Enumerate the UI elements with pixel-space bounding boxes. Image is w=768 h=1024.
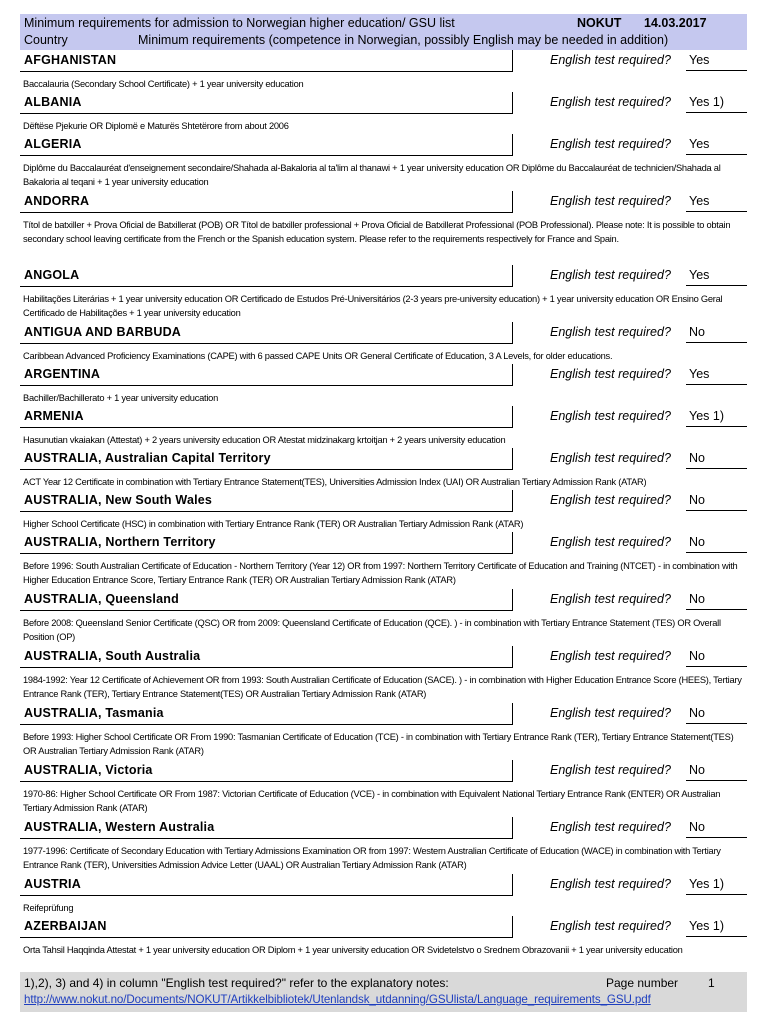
country-entry (20, 760, 747, 816)
country-name-cell (20, 916, 513, 938)
country-entry-header (20, 134, 747, 157)
country-name-cell (20, 589, 513, 611)
country-name-cell (20, 760, 513, 782)
page-number-label: Page number (606, 976, 679, 990)
minimum-requirement-text: Caribbean Advanced Proficiency Examinations (CAPE) with 6 passed CAPE Units OR General Certificate of Education, 3 A Levels, for older educations. (23, 351, 613, 361)
country-name: AUSTRALIA, Western Australia (24, 820, 215, 834)
country-entry-header (20, 322, 747, 345)
country-entry (20, 448, 747, 489)
country-name-cell (20, 874, 513, 896)
country-entry-header (20, 490, 747, 513)
minimum-requirement-text: Diplôme du Baccalauréat d'enseignement secondaire/Shahada al-Bakaloria al ta'lim al thanawi + 1 year university education OR Diplôme du Baccalauréat de technicien/Shahada al Bakaloria al teqani + 1 year university education (23, 163, 721, 187)
country-list (20, 50, 747, 955)
minimum-requirement-text: Hasunutian vkaiakan (Attestat) + 2 years university education OR Atestat midzinakarg krtoitjan + 2 years university education (23, 435, 506, 445)
english-test-question: English test required? (550, 592, 671, 606)
organization-name: NOKUT (577, 16, 622, 30)
english-test-question: English test required? (550, 919, 671, 933)
english-test-question: English test required? (550, 409, 671, 423)
english-test-answer: No (686, 535, 747, 553)
english-test-answer: Yes (686, 53, 747, 71)
english-test-question: English test required? (550, 535, 671, 549)
country-entry (20, 646, 747, 702)
english-test-question: English test required? (550, 325, 671, 339)
english-test-answer: Yes 1) (686, 409, 747, 427)
country-entry (20, 50, 747, 91)
country-entry (20, 490, 747, 531)
country-entry-header (20, 265, 747, 288)
country-entry-header (20, 50, 747, 73)
minimum-requirement-text: Habilitações Literárias + 1 year university education OR Certificado de Estudos Pré-Universitários (2-3 years pre-university education) + 1 year university education OR Ensino Geral Certificado de Habilitações + 1 year university education (23, 294, 723, 318)
country-entry-header (20, 364, 747, 387)
country-name: ARMENIA (24, 409, 84, 423)
country-name-cell (20, 265, 513, 287)
country-name: AUSTRALIA, Tasmania (24, 706, 164, 720)
country-name: AUSTRALIA, Australian Capital Territory (24, 451, 271, 465)
english-test-answer: No (686, 592, 747, 610)
minimum-requirement-text: ACT Year 12 Certificate in combination with Tertiary Entrance Statement(TES), Universities Admission Index (UAI) OR Australian Tertiary Admission Rank (ATAR) (23, 477, 647, 487)
english-test-question: English test required? (550, 820, 671, 834)
minimum-requirement-text: 1984-1992: Year 12 Certificate of Achievement OR from 1993: South Australian Certificate of Education (SACE). ) - in combination with Higher Education Entrance Score (HEES), Tertiary Entrance Rank (TER), Tertiary Entrance Statement(TES) OR Australian Tertiary Admission Rank (ATAR) (23, 675, 742, 699)
country-name-cell (20, 646, 513, 668)
minimum-requirement-text: Bachiller/Bachillerato + 1 year university education (23, 393, 218, 403)
document-header (20, 14, 747, 50)
english-test-answer: Yes 1) (686, 919, 747, 937)
english-test-question: English test required? (550, 95, 671, 109)
minimum-requirement-text: Higher School Certificate (HSC) in combination with Tertiary Entrance Rank (TER) OR Australian Tertiary Admission Rank (ATAR) (23, 519, 524, 529)
country-name-cell (20, 406, 513, 428)
minimum-requirement-text: 1977-1996: Certificate of Secondary Education with Tertiary Admissions Examination OR from 1997: Western Australian Certificate of Education (WACE) in combination with Tertiary Entrance Rank (TER), Universities Admission Advice Letter (UAAL) OR Australian Tertiary Admission Rank (ATAR) (23, 846, 721, 870)
english-test-question: English test required? (550, 367, 671, 381)
minimum-requirement-text: Baccalauria (Secondary School Certificate) + 1 year university education (23, 79, 304, 89)
country-entry-header (20, 448, 747, 471)
country-name: ALGERIA (24, 137, 82, 151)
english-test-answer: No (686, 820, 747, 838)
country-entry-header (20, 406, 747, 429)
country-entry (20, 322, 747, 363)
country-entry-header (20, 916, 747, 939)
minimum-requirement-text: Títol de batxiller + Prova Oficial de Batxillerat (POB) OR Títol de batxiller professional + Prova Oficial de Batxillerat Professional (POB Professional). Please note: It is possible to obtain secondary school leaving certificate from the French or the Spanish education system. Please refer to the requirements respectively for France and Spain. (23, 220, 731, 244)
country-name-cell (20, 703, 513, 725)
country-name: AUSTRIA (24, 877, 81, 891)
english-test-answer: No (686, 325, 747, 343)
english-test-answer: No (686, 763, 747, 781)
explanatory-notes-link[interactable]: http://www.nokut.no/Documents/NOKUT/Artikkelbibliotek/Utenlandsk_utdanning/GSUlista/Language_requirements_GSU.pdf (24, 993, 651, 1006)
country-name: AUSTRALIA, South Australia (24, 649, 201, 663)
english-test-question: English test required? (550, 194, 671, 208)
country-name: AFGHANISTAN (24, 53, 117, 67)
country-entry-header (20, 191, 747, 214)
country-entry-header (20, 874, 747, 897)
document-title: Minimum requirements for admission to Norwegian higher education/ GSU list (24, 16, 455, 30)
country-entry (20, 874, 747, 915)
english-test-question: English test required? (550, 493, 671, 507)
minimum-requirement-text: Before 2008: Queensland Senior Certificate (QSC) OR from 2009: Queensland Certificate of Education (QCE). ) - in combination with Tertiary Entrance Statement (TES) OR Overall Position (OP) (23, 618, 721, 642)
english-test-question: English test required? (550, 706, 671, 720)
english-test-answer: Yes (686, 367, 747, 385)
country-name: ARGENTINA (24, 367, 101, 381)
country-name-cell (20, 134, 513, 156)
country-name: AUSTRALIA, Northern Territory (24, 535, 216, 549)
minimum-requirement-text: Reifeprüfung (23, 903, 74, 913)
english-test-question: English test required? (550, 53, 671, 67)
page-number: 1 (708, 976, 715, 990)
country-entry (20, 406, 747, 447)
country-name-cell (20, 364, 513, 386)
country-entry (20, 817, 747, 873)
country-entry (20, 92, 747, 133)
minimum-requirement-text: Before 1996: South Australian Certificate of Education - Northern Territory (Year 12) OR from 1997: Northern Territory Certificate of Education and Training (NTCET) - in combination with Higher Education Entrance Score, Tertiary Entrance Rank (TER) OR Australian Tertiary Admission Rank (ATAR) (23, 561, 738, 585)
country-name-cell (20, 322, 513, 344)
english-test-question: English test required? (550, 649, 671, 663)
country-column-label: Country (24, 33, 68, 47)
country-entry (20, 191, 747, 264)
document-date: 14.03.2017 (644, 16, 707, 30)
english-test-answer: No (686, 493, 747, 511)
country-name: AUSTRALIA, New South Wales (24, 493, 213, 507)
country-entry-header (20, 817, 747, 840)
english-test-answer: No (686, 451, 747, 469)
english-test-question: English test required? (550, 268, 671, 282)
country-entry (20, 916, 747, 955)
english-test-question: English test required? (550, 451, 671, 465)
country-name-cell (20, 490, 513, 512)
country-name: ANDORRA (24, 194, 90, 208)
country-entry-header (20, 703, 747, 726)
english-test-answer: Yes (686, 137, 747, 155)
country-name: ANGOLA (24, 268, 80, 282)
minimum-requirement-text: Orta Tahsil Haqqinda Attestat + 1 year university education OR Diplom + 1 year university education OR Svidetelstvo o Srednem Obrazovanii + 1 year university education (23, 945, 683, 955)
country-name-cell (20, 448, 513, 470)
country-name: ALBANIA (24, 95, 82, 109)
country-entry (20, 589, 747, 645)
country-entry-header (20, 532, 747, 555)
country-name-cell (20, 191, 513, 213)
english-test-answer: No (686, 706, 747, 724)
english-test-question: English test required? (550, 137, 671, 151)
minimum-requirement-text: Dëftëse Pjekurie OR Diplomë e Maturës Shtetërore from about 2006 (23, 121, 289, 131)
country-entry-header (20, 589, 747, 612)
english-test-answer: Yes 1) (686, 95, 747, 113)
footnote-text: 1),2), 3) and 4) in column "English test required?" refer to the explanatory notes: (24, 976, 449, 990)
country-name-cell (20, 92, 513, 114)
english-test-answer: Yes (686, 268, 747, 286)
country-name-cell (20, 532, 513, 554)
english-test-question: English test required? (550, 763, 671, 777)
english-test-question: English test required? (550, 877, 671, 891)
english-test-answer: Yes 1) (686, 877, 747, 895)
country-name: AUSTRALIA, Victoria (24, 763, 153, 777)
minimum-requirement-text: Before 1993: Higher School Certificate OR From 1990: Tasmanian Certificate of Education (TCE) - in combination with Tertiary Entrance Rank (TER), Tertiary Entrance Statement(TES) OR Australian Tertiary Admission Rank (ATAR) (23, 732, 734, 756)
minimum-requirement-text: 1970-86: Higher School Certificate OR From 1987: Victorian Certificate of Education (VCE) - in combination with Equivalent National Tertiary Entrance Rank (ENTER) OR Australian Tertiary Admission Rank (ATAR) (23, 789, 721, 813)
country-entry (20, 703, 747, 759)
country-entry-header (20, 646, 747, 669)
country-name: AUSTRALIA, Queensland (24, 592, 179, 606)
country-entry (20, 532, 747, 588)
country-entry (20, 265, 747, 321)
requirements-column-label: Minimum requirements (competence in Norwegian, possibly English may be needed in addition) (138, 33, 669, 47)
country-entry (20, 364, 747, 405)
country-name-cell (20, 817, 513, 839)
english-test-answer: No (686, 649, 747, 667)
country-name: AZERBAIJAN (24, 919, 107, 933)
country-name-cell (20, 50, 513, 72)
country-entry-header (20, 92, 747, 115)
country-entry (20, 134, 747, 190)
country-entry-header (20, 760, 747, 783)
document-footer (20, 972, 747, 1012)
country-name: ANTIGUA AND BARBUDA (24, 325, 182, 339)
english-test-answer: Yes (686, 194, 747, 212)
